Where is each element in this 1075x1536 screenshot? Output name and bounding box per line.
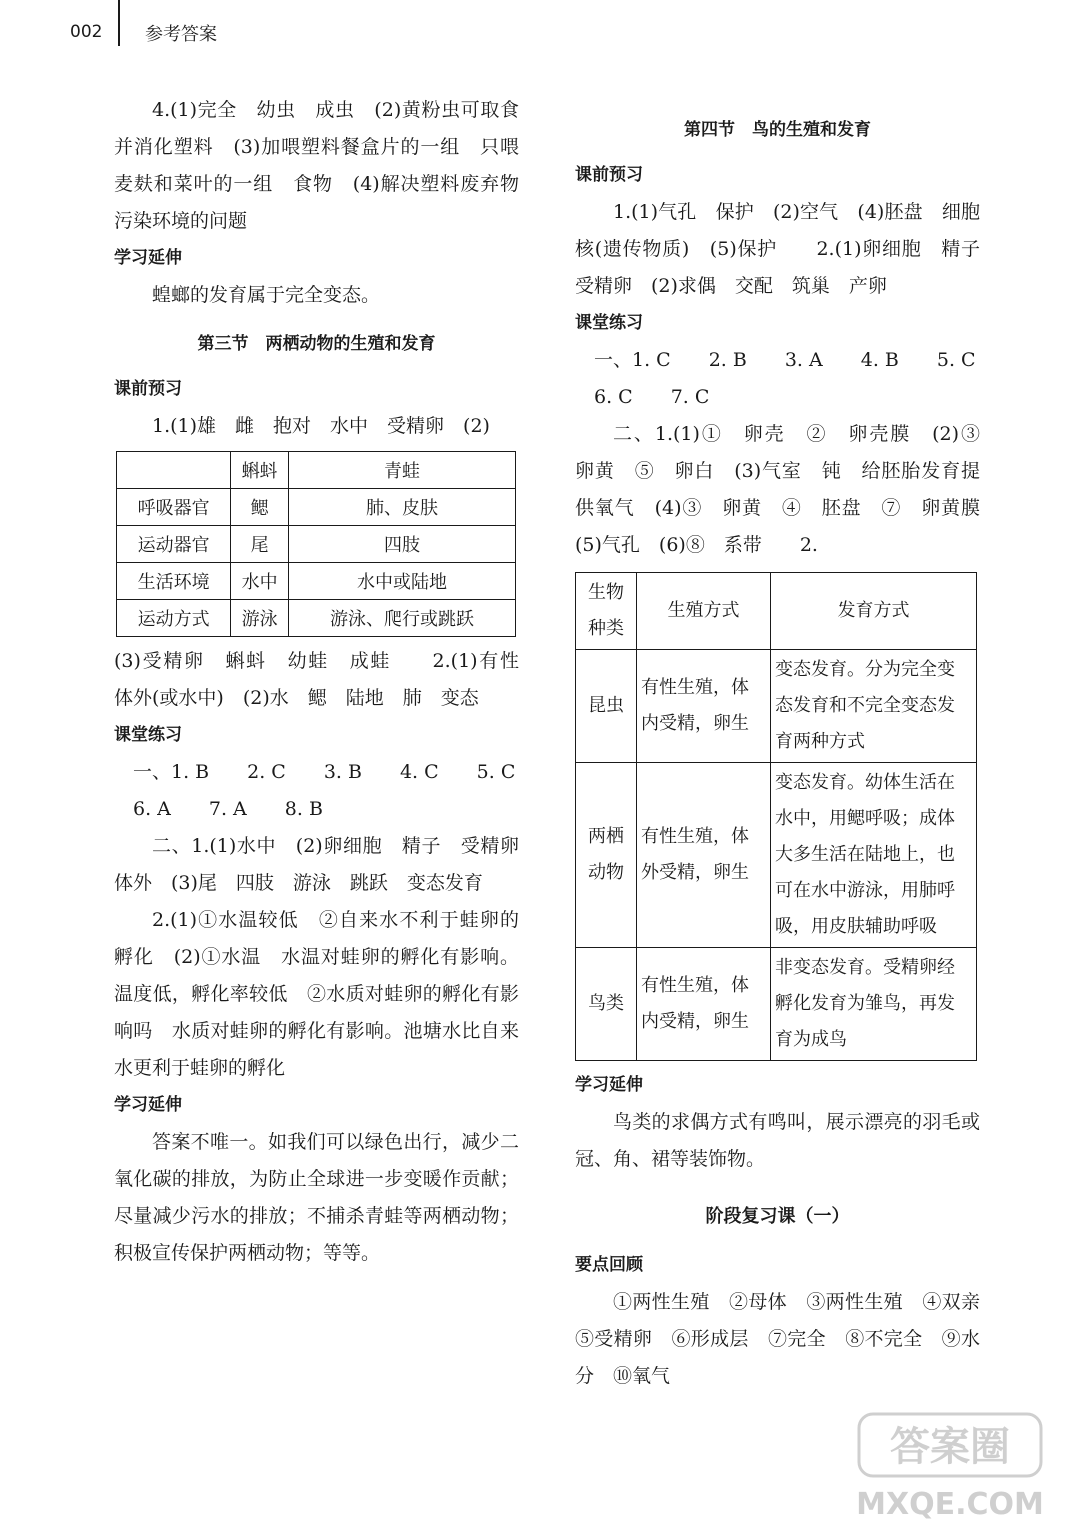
table-cell: 游泳、爬行或跳跃: [289, 600, 516, 637]
table-cell: 呼吸器官: [117, 489, 231, 526]
table-row: [576, 763, 977, 948]
table-cell: 发育方式: [771, 573, 977, 650]
table-cell: 生物种类: [576, 573, 637, 650]
heading-preview: 课前预习: [114, 379, 182, 399]
page-header-title: 参考答案: [145, 24, 217, 45]
preview-answer-1: 1.(1)雄 雌 抱对 水中 受精卵 (2): [152, 415, 490, 437]
table-row: [117, 489, 516, 526]
preview-answer-2: (3)受精卵 蝌蚪 幼蛙 成蛙 2.(1)有性 体外(或水中) (2)水 鳃 陆地 肺 变态: [114, 650, 539, 709]
heading-study-extension-2: 学习延伸: [114, 1095, 182, 1115]
class-answers-row-1: 一、1. B 2. C 3. B 4. C 5. C: [133, 761, 516, 783]
table-cell: 变态发育。分为完全变态发育和不完全变态发育两种方式: [771, 650, 977, 763]
table-cell: 变态发育。幼体生活在水中，用鳃呼吸；成体大多生活在陆地上，也可在水中游泳，用肺呼吸，用皮肤辅助呼吸: [771, 763, 977, 948]
extension-answer: 蝗螂的发育属于完全变态。: [152, 284, 381, 306]
page-number: 002: [70, 22, 103, 42]
class-answers-row-2: 6. C 7. C: [594, 386, 710, 408]
table-cell: 游泳: [231, 600, 289, 637]
table-cell: 两栖动物: [576, 763, 637, 948]
header-divider: [118, 0, 120, 46]
stage-review-title: 阶段复习课（一）: [705, 1206, 850, 1227]
table-cell: 昆虫: [576, 650, 637, 763]
table-header-row: [576, 573, 977, 650]
table-cell: 尾: [231, 526, 289, 563]
watermark-text: 答案圈: [890, 1424, 1010, 1470]
table-cell: 四肢: [289, 526, 516, 563]
table-cell: 蝌蚪: [231, 452, 289, 489]
table-cell: 肺、皮肤: [289, 489, 516, 526]
table-row: [117, 600, 516, 637]
section-3-title: 第三节 两栖动物的生殖和发育: [197, 334, 436, 354]
table-row: [117, 563, 516, 600]
heading-class-practice: 课堂练习: [114, 725, 182, 745]
extension-answer-2: 答案不唯一。如我们可以绿色出行，减少二氧化碳的排放，为防止全球进一步变暖作贡献；尽量减少污水的排放；不捕杀青蛙等两栖动物；积极宣传保护两栖动物；等等。: [114, 1131, 519, 1264]
table-cell: 生殖方式: [637, 573, 771, 650]
table-cell: 水中: [231, 563, 289, 600]
section-4-title: 第四节 鸟的生殖和发育: [684, 120, 871, 140]
heading-key-points: 要点回顾: [575, 1255, 643, 1275]
tadpole-frog-table: [116, 451, 516, 637]
table-cell: 青蛙: [289, 452, 516, 489]
class-answers-row-1: 一、1. C 2. B 3. A 4. B 5. C: [594, 349, 976, 371]
extension-answer: 鸟类的求偶方式有鸣叫，展示漂亮的羽毛或冠、角、裙等装饰物。: [575, 1111, 980, 1170]
table-cell: 有性生殖，体内受精，卵生: [637, 948, 771, 1061]
table-cell: 运动方式: [117, 600, 231, 637]
class-answer-part-2-q1: 二、1.(1)水中 (2)卵细胞 精子 受精卵 体外 (3)尾 四肢 游泳 跳跃 变态发育: [114, 835, 539, 894]
table-cell: 有性生殖，体外受精，卵生: [637, 763, 771, 948]
class-answers-row-2: 6. A 7. A 8. B: [133, 798, 323, 820]
key-points-answers: ①两性生殖 ②母体 ③两性生殖 ④双亲 ⑤受精卵 ⑥形成层 ⑦完全 ⑧不完全 ⑨水分 ⑩氧气: [575, 1291, 1000, 1387]
heading-preview: 课前预习: [575, 165, 643, 185]
answer-4: 4.(1)完全 幼虫 成虫 (2)黄粉虫可取食并消化塑料 (3)加喂塑料餐盒片的一组 只喂麦麸和菜叶的一组 食物 (4)解决塑料废弃物污染环境的问题: [114, 99, 519, 232]
class-answer-part-2: 二、1.(1)① 卵壳 ② 卵壳膜 (2)③ 卵黄 ⑤ 卵白 (3)气室 钝 给胚胎发育提供氧气 (4)③ 卵黄 ④ 胚盘 ⑦ 卵黄膜 (5)气孔 (6)⑧ 系带 2.: [575, 423, 1000, 556]
heading-study-extension: 学习延伸: [114, 248, 182, 268]
table-cell: 有性生殖，体内受精，卵生: [637, 650, 771, 763]
table-cell: 水中或陆地: [289, 563, 516, 600]
table-cell: 非变态发育。受精卵经孵化发育为雏鸟，再发育为成鸟: [771, 948, 977, 1061]
reproduction-comparison-table: [575, 572, 977, 1061]
table-cell: 运动器官: [117, 526, 231, 563]
class-answer-part-2-q2: 2.(1)①水温较低 ②自来水不利于蛙卵的孵化 (2)①水温 水温对蛙卵的孵化有影响。温度低，孵化率较低 ②水质对蛙卵的孵化有影响吗 水质对蛙卵的孵化有影响。池塘水比自来水更利于蛙卵的孵化: [114, 909, 519, 1079]
table-cell: 生活环境: [117, 563, 231, 600]
right-column: [575, 92, 1000, 1395]
table-row: [576, 650, 977, 763]
table-row: [117, 526, 516, 563]
table-header-row: [117, 452, 516, 489]
heading-study-extension: 学习延伸: [575, 1075, 643, 1095]
heading-class-practice: 课堂练习: [575, 313, 643, 333]
watermark-logo: [855, 1406, 1045, 1526]
watermark-url: MXQE.COM: [856, 1487, 1044, 1522]
table-cell: [117, 452, 231, 489]
table-cell: 鸟类: [576, 948, 637, 1061]
table-row: [576, 948, 977, 1061]
table-cell: 鳃: [231, 489, 289, 526]
left-column: [114, 92, 539, 1272]
preview-answer: 1.(1)气孔 保护 (2)空气 (4)胚盘 细胞核(遗传物质) (5)保护 2.(1)卵细胞 精子 受精卵 (2)求偶 交配 筑巢 产卵: [575, 201, 1000, 297]
